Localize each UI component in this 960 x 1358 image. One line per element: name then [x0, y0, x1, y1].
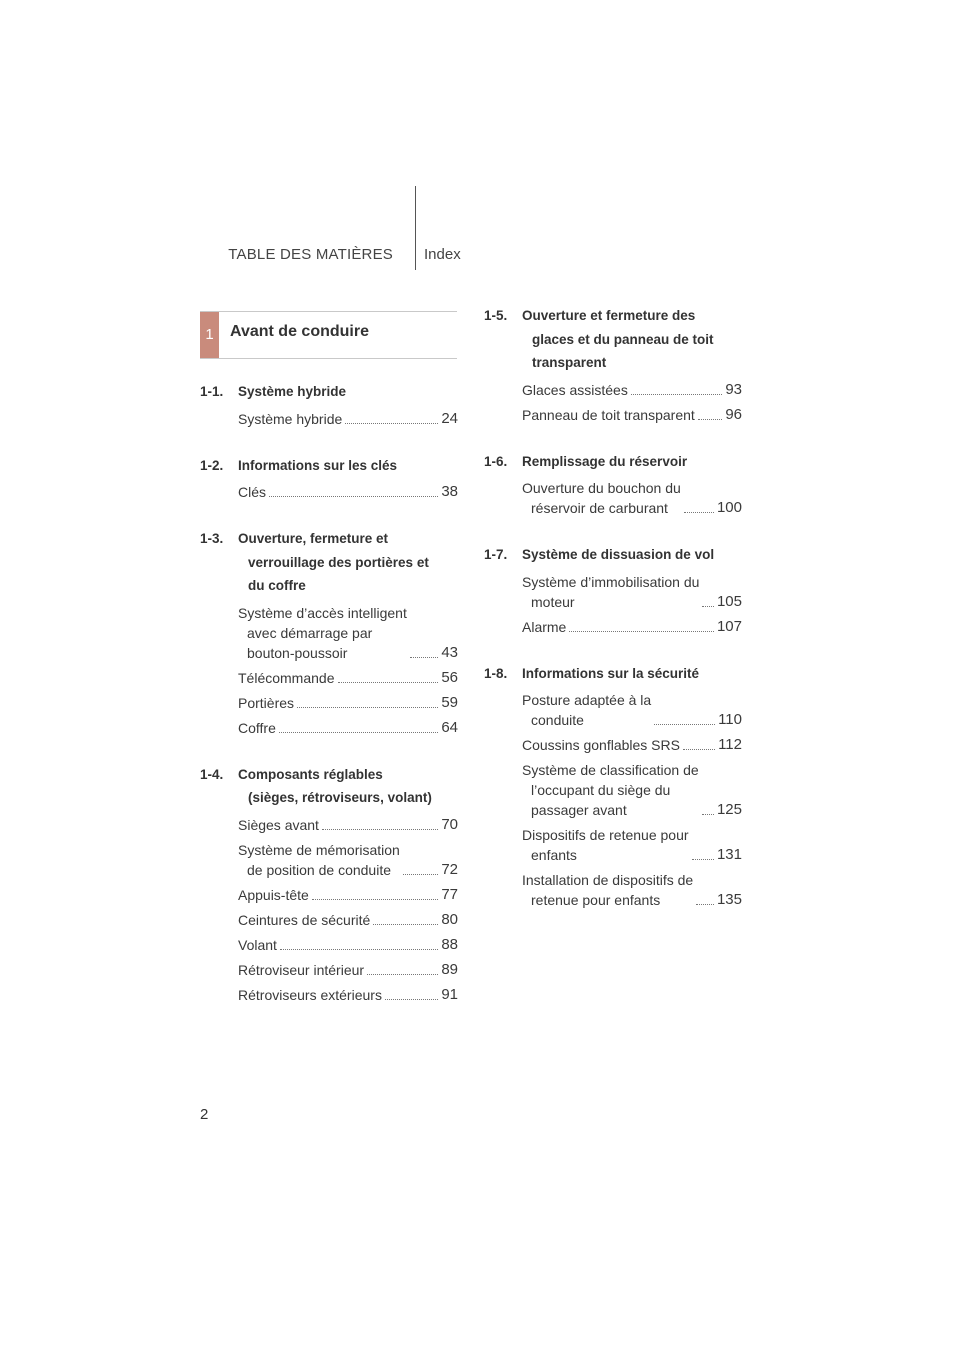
- entry-label-line: Dispositifs de retenue pour: [522, 827, 689, 843]
- toc-entry[interactable]: [522, 380, 742, 400]
- entry-page-number: 112: [718, 736, 742, 753]
- chapter-header: [200, 311, 457, 359]
- section-heading: [484, 450, 742, 474]
- toc-section: [484, 543, 742, 637]
- entry-label-line: Coussins gonflables SRS: [522, 737, 680, 753]
- entry-label-line: Système de classification de: [522, 762, 699, 778]
- section-title-line: Système de dissuasion de vol: [522, 547, 715, 562]
- dot-leader: [654, 724, 715, 725]
- entry-label: [522, 870, 693, 910]
- toc-entry[interactable]: [522, 690, 742, 730]
- entry-label-line: passager avant: [531, 802, 627, 818]
- entry-page-number: 89: [441, 960, 458, 978]
- dot-leader: [683, 749, 715, 750]
- section-title-line: Système hybride: [238, 384, 347, 399]
- entry-label-line: Clés: [238, 484, 267, 500]
- entry-label-line: Ceintures de sécurité: [238, 911, 371, 928]
- dot-leader: [410, 657, 438, 658]
- toc-entry[interactable]: [238, 985, 458, 1005]
- section-number: 1-4.: [200, 766, 224, 782]
- entry-page-number: 38: [441, 483, 458, 500]
- toc-section: [484, 304, 742, 425]
- section-title-line: Ouverture et fermeture des: [522, 308, 696, 323]
- toc-column-right: [484, 304, 742, 935]
- entry-page-number: 107: [716, 617, 742, 635]
- section-title: [238, 454, 458, 478]
- entry-page-number: 80: [441, 910, 458, 928]
- section-title-line: Informations sur les clés: [238, 457, 398, 473]
- dot-leader: [297, 707, 438, 708]
- dot-leader: [684, 512, 714, 513]
- section-heading: [200, 527, 458, 598]
- toc-entry[interactable]: [238, 935, 458, 955]
- entry-label-line: Posture adaptée à la: [522, 692, 652, 708]
- entry-label-line: moteur: [531, 593, 575, 610]
- section-heading: [200, 380, 458, 404]
- entry-label-line: Système d’accès intelligent: [238, 604, 407, 621]
- entry-page-number: 91: [441, 985, 458, 1003]
- entry-label: [238, 668, 335, 688]
- entry-page-number: 64: [441, 718, 458, 736]
- entry-label: [238, 840, 400, 880]
- dot-leader: [631, 394, 722, 395]
- dot-leader: [696, 904, 714, 905]
- chapter-number-tab: 1: [200, 312, 219, 358]
- entry-label-line: Rétroviseur intérieur: [238, 961, 365, 978]
- entry-label-line: Coffre: [238, 719, 276, 736]
- entry-label-line: conduite: [531, 712, 584, 728]
- section-title-line: transparent: [532, 355, 607, 370]
- dot-leader: [269, 496, 438, 497]
- entry-page-number: 88: [441, 935, 458, 953]
- entry-label: [522, 478, 681, 518]
- entry-label: [238, 910, 370, 930]
- section-heading: [484, 304, 742, 375]
- toc-entry[interactable]: [522, 825, 742, 865]
- section-title: [522, 304, 742, 375]
- section-title: [522, 662, 742, 686]
- section-title-line: Ouverture, fermeture et: [238, 531, 389, 546]
- section-entries: [238, 482, 458, 502]
- entry-label: [238, 693, 294, 713]
- index-link[interactable]: Index: [424, 246, 461, 263]
- section-heading: [484, 543, 742, 567]
- section-title: [238, 527, 458, 598]
- entry-label-line: l’occupant du siège du: [531, 782, 671, 798]
- entry-label-line: Appuis-tête: [238, 886, 309, 903]
- entry-label-line: retenue pour enfants: [531, 892, 661, 908]
- section-title-line: (sièges, rétroviseurs, volant): [248, 790, 432, 805]
- toc-entry[interactable]: [238, 409, 458, 429]
- toc-entry[interactable]: [522, 617, 742, 637]
- nav-divider: [415, 186, 416, 270]
- entry-label-line: Ouverture du bouchon du: [522, 480, 681, 496]
- page-number: 2: [200, 1106, 209, 1123]
- entry-label-line: réservoir de carburant: [531, 500, 668, 516]
- section-title-line: Informations sur la sécurité: [522, 665, 700, 681]
- toc-entry[interactable]: [522, 735, 742, 755]
- section-number: 1-2.: [200, 457, 224, 473]
- entry-label: [522, 380, 628, 400]
- dot-leader: [692, 859, 714, 860]
- entry-label-line: Panneau de toit transparent: [522, 406, 695, 423]
- entry-label: [238, 935, 277, 955]
- toc-entry[interactable]: [238, 960, 458, 980]
- toc-entry[interactable]: [238, 693, 458, 713]
- section-number: 1-6.: [484, 453, 508, 469]
- entry-label-line: Système hybride: [238, 410, 343, 427]
- dot-leader: [569, 631, 714, 632]
- section-title: [522, 450, 742, 474]
- dot-leader: [373, 924, 438, 925]
- toc-section: [484, 450, 742, 519]
- entry-label: [522, 760, 699, 820]
- entry-page-number: 24: [441, 409, 458, 427]
- entry-label: [522, 572, 699, 612]
- toc-entry[interactable]: [238, 718, 458, 738]
- section-title-line: verrouillage des portières et: [248, 554, 429, 570]
- section-entries: [238, 603, 458, 738]
- entry-label: [238, 815, 319, 835]
- toc-section: [484, 662, 742, 911]
- section-number: 1-3.: [200, 531, 224, 546]
- entry-label-line: Rétroviseurs extérieurs: [238, 986, 382, 1003]
- entry-page-number: 105: [716, 592, 742, 610]
- dot-leader: [312, 899, 438, 900]
- entry-label: [522, 690, 651, 730]
- entry-label: [238, 985, 382, 1005]
- chapter-title: Avant de conduire: [230, 323, 369, 340]
- entry-label-line: Alarme: [522, 618, 567, 635]
- dot-leader: [280, 949, 438, 950]
- dot-leader: [702, 606, 714, 607]
- dot-leader: [279, 732, 438, 733]
- section-heading: [484, 662, 742, 686]
- entry-label-line: enfants: [531, 847, 577, 863]
- section-entries: [522, 380, 742, 425]
- top-navigation: [0, 186, 960, 272]
- entry-page-number: 100: [716, 499, 742, 516]
- entry-label-line: Portières: [238, 694, 295, 711]
- section-entries: [522, 478, 742, 518]
- entry-page-number: 72: [441, 860, 458, 878]
- table-of-contents-link[interactable]: TABLE DES MATIÈRES: [228, 246, 393, 263]
- entry-label: [522, 735, 680, 755]
- entry-page-number: 43: [441, 643, 458, 661]
- dot-leader: [322, 829, 438, 830]
- dot-leader: [403, 874, 438, 875]
- dot-leader: [367, 974, 438, 975]
- section-entries: [238, 815, 458, 1005]
- toc-section: [200, 454, 458, 503]
- entry-page-number: 56: [441, 668, 458, 686]
- toc-section: [200, 527, 458, 738]
- entry-page-number: 96: [725, 405, 742, 423]
- dot-leader: [338, 682, 439, 683]
- dot-leader: [345, 423, 438, 424]
- entry-page-number: 59: [441, 693, 458, 711]
- toc-section: [200, 763, 458, 1005]
- entry-label: [522, 617, 566, 637]
- toc-entry[interactable]: [238, 910, 458, 930]
- section-entries: [522, 690, 742, 910]
- toc-entry[interactable]: [522, 572, 742, 612]
- section-title-line: Remplissage du réservoir: [522, 453, 688, 469]
- entry-label: [238, 960, 364, 980]
- entry-label-line: Sièges avant: [238, 816, 319, 833]
- entry-label: [522, 405, 695, 425]
- entry-page-number: 131: [716, 846, 742, 863]
- toc-entry[interactable]: [238, 885, 458, 905]
- section-heading: [200, 763, 458, 810]
- section-heading: [200, 454, 458, 478]
- section-number: 1-7.: [484, 547, 508, 562]
- entry-page-number: 77: [441, 885, 458, 903]
- entry-page-number: 135: [716, 891, 742, 908]
- toc-column-left: [200, 380, 458, 1030]
- section-title-line: du coffre: [248, 578, 306, 593]
- entry-label: [238, 603, 407, 663]
- dot-leader: [385, 999, 438, 1000]
- entry-label-line: Installation de dispositifs de: [522, 872, 694, 888]
- toc-entry[interactable]: [522, 870, 742, 910]
- entry-label-line: avec démarrage par: [247, 624, 373, 641]
- toc-entry[interactable]: [522, 478, 742, 518]
- entry-label: [238, 482, 266, 502]
- entry-label-line: de position de conduite: [247, 861, 391, 878]
- dot-leader: [698, 419, 723, 420]
- section-number: 1-1.: [200, 384, 224, 399]
- section-title: [238, 763, 458, 810]
- entry-label: [238, 409, 342, 429]
- section-number: 1-8.: [484, 665, 508, 681]
- entry-label-line: Glaces assistées: [522, 381, 628, 398]
- entry-page-number: 125: [716, 801, 742, 818]
- toc-entry[interactable]: [238, 840, 458, 880]
- entry-label-line: Système d’immobilisation du: [522, 573, 700, 590]
- entry-page-number: 93: [725, 380, 742, 398]
- entry-label: [238, 885, 309, 905]
- toc-entry[interactable]: [238, 815, 458, 835]
- toc-entry[interactable]: [238, 668, 458, 688]
- entry-page-number: 70: [441, 815, 458, 833]
- entry-label-line: Volant: [238, 936, 277, 953]
- section-number: 1-5.: [484, 308, 508, 323]
- section-title-line: Composants réglables: [238, 766, 383, 782]
- entry-label-line: Système de mémorisation: [238, 841, 400, 858]
- entry-label: [238, 718, 276, 738]
- entry-label-line: bouton-poussoir: [247, 644, 348, 661]
- toc-entry[interactable]: [522, 405, 742, 425]
- entry-label-line: Télécommande: [238, 669, 335, 686]
- section-title: [522, 543, 742, 567]
- toc-section: [200, 380, 458, 429]
- toc-entry[interactable]: [238, 482, 458, 502]
- toc-entry[interactable]: [238, 603, 458, 663]
- section-entries: [238, 409, 458, 429]
- section-title: [238, 380, 458, 404]
- section-title-line: glaces et du panneau de toit: [532, 331, 714, 347]
- toc-entry[interactable]: [522, 760, 742, 820]
- entry-label: [522, 825, 689, 865]
- dot-leader: [702, 814, 714, 815]
- entry-page-number: 110: [718, 711, 742, 728]
- section-entries: [522, 572, 742, 637]
